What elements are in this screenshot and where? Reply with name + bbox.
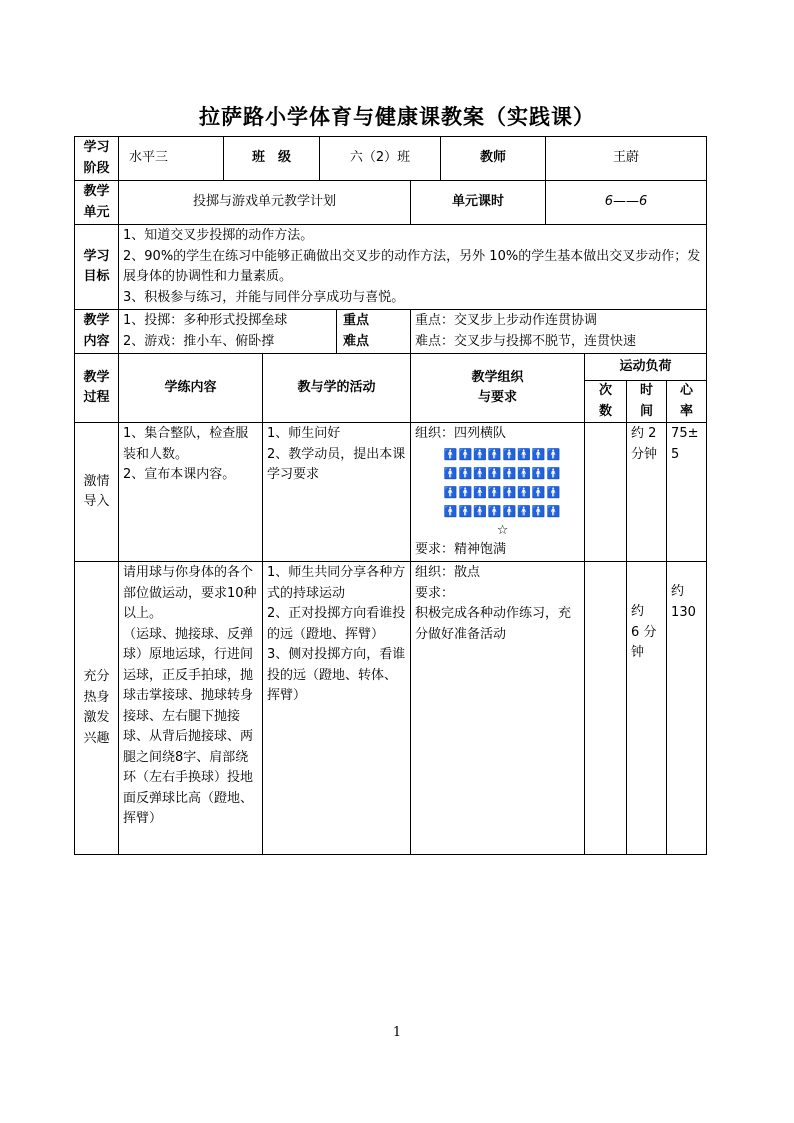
teacher-label: 教师: [441, 137, 546, 181]
practice-header: 学练内容: [119, 354, 263, 423]
stage-activities: 1、师生共同分享各种方式的持球运动 2、正对投掷方向看谁投的远（蹬地、挥臂） 3、侧对投掷方向，看谁投的远（蹬地、转体、挥臂）: [263, 562, 411, 855]
stage-practice: 请用球与你身体的各个部位做运动，要求10种以上。 （运球、抛接球、反弹球）原地运球，行进间运球，正反手拍球，抛球击掌接球、抛球转身接球、左右腿下抛接球、从背后抛接球、两腿之间绕8字、肩部绕环（左右手换球）投地面反弹球比高（蹬地、挥臂）: [119, 562, 263, 855]
teacher-star-icon: ☆: [496, 522, 509, 538]
stage-label: 学习 阶段: [75, 137, 119, 181]
load-header: 运动负荷: [585, 354, 707, 381]
times-header: 次 数: [585, 381, 627, 423]
page-number: 1: [392, 1025, 402, 1040]
unit-hours-label: 单元课时: [411, 181, 546, 225]
stage-practice: 1、集合整队，检查服装和人数。 2、宣布本课内容。: [119, 423, 263, 562]
content-label: 教学 内容: [75, 310, 119, 354]
table-row: [75, 423, 707, 562]
formation-row: 🚹🚹🚹🚹🚹🚹🚹🚹: [443, 485, 562, 499]
process-header: 教学 过程: [75, 354, 119, 423]
content-items: [119, 310, 337, 354]
key-label: 重点: [343, 313, 370, 328]
organization-text: 组织：四列横队: [415, 426, 507, 441]
stage-times: [585, 423, 627, 562]
unit-hours-value: 6——6: [546, 181, 707, 225]
stage-activities: 1、师生问好 2、教学动员，提出本课学习要求: [263, 423, 411, 562]
activities-header: 教与学的活动: [263, 354, 411, 423]
goal-line: 1、知道交叉步投掷的动作方法。: [123, 228, 314, 243]
formation-row: 🚹🚹🚹🚹🚹🚹🚹🚹: [443, 447, 562, 461]
teacher-value: 王蔚: [546, 137, 707, 181]
table-row: [75, 562, 707, 855]
goal-line: 3、积极参与练习，并能与同伴分享成功与喜悦。: [123, 289, 405, 305]
stage-name: 充分 热身 激发 兴趣: [75, 562, 119, 855]
stage-value: 水平三: [119, 137, 224, 181]
stage-heart-rate: 75± 5: [667, 423, 707, 562]
key-text: 重点：交叉步上步动作连贯协调: [415, 313, 598, 328]
lesson-plan-table: [74, 136, 707, 855]
table-row: [75, 310, 707, 354]
goals-label: 学习 目标: [75, 225, 119, 310]
content-item: 2、游戏：推小车、俯卧撑: [123, 333, 275, 349]
table-row: [75, 137, 707, 181]
table-row: [75, 225, 707, 310]
requirement-text: 要求：精神饱满: [415, 541, 507, 557]
difficulty-text: 难点：交叉步与投掷不脱节，连贯快速: [415, 333, 637, 349]
key-difficulty-labels: [337, 310, 411, 354]
goal-line: 2、90%的学生在练习中能够正确做出交叉步的动作方法，另外 10%的学生基本做出交叉步动作；发展身体的协调性和力量素质。: [123, 248, 701, 284]
stage-heart-rate: 约 130: [667, 562, 707, 855]
heart-rate-header: 心 率: [667, 381, 707, 423]
organization-header: 教学组织 与要求: [411, 354, 585, 423]
page-title: 拉萨路小学体育与健康课教案（实践课）: [199, 104, 595, 129]
unit-value: 投掷与游戏单元教学计划: [119, 181, 411, 225]
formation-row: 🚹🚹🚹🚹🚹🚹🚹🚹: [443, 466, 562, 480]
formation-row: 🚹🚹🚹🚹🚹🚹🚹🚹: [443, 504, 562, 518]
goals-text: [119, 225, 707, 310]
stage-organization: [411, 423, 585, 562]
content-item: 1、投掷：多种形式投掷垒球: [123, 313, 288, 328]
stage-name: 激情 导入: [75, 423, 119, 562]
unit-label: 教学 单元: [75, 181, 119, 225]
class-value: 六（2）班: [320, 137, 441, 181]
stage-duration: 约 6 分 钟: [627, 562, 667, 855]
table-row: [75, 354, 707, 381]
stage-times: [585, 562, 627, 855]
stage-duration: 约 2 分钟: [627, 423, 667, 562]
duration-header: 时 间: [627, 381, 667, 423]
key-difficulty-text: [411, 310, 707, 354]
difficulty-label: 难点: [343, 333, 370, 349]
table-row: [75, 181, 707, 225]
stage-organization: 组织：散点 要求： 积极完成各种动作练习，充分做好准备活动: [411, 562, 585, 855]
class-label: 班 级: [224, 137, 320, 181]
